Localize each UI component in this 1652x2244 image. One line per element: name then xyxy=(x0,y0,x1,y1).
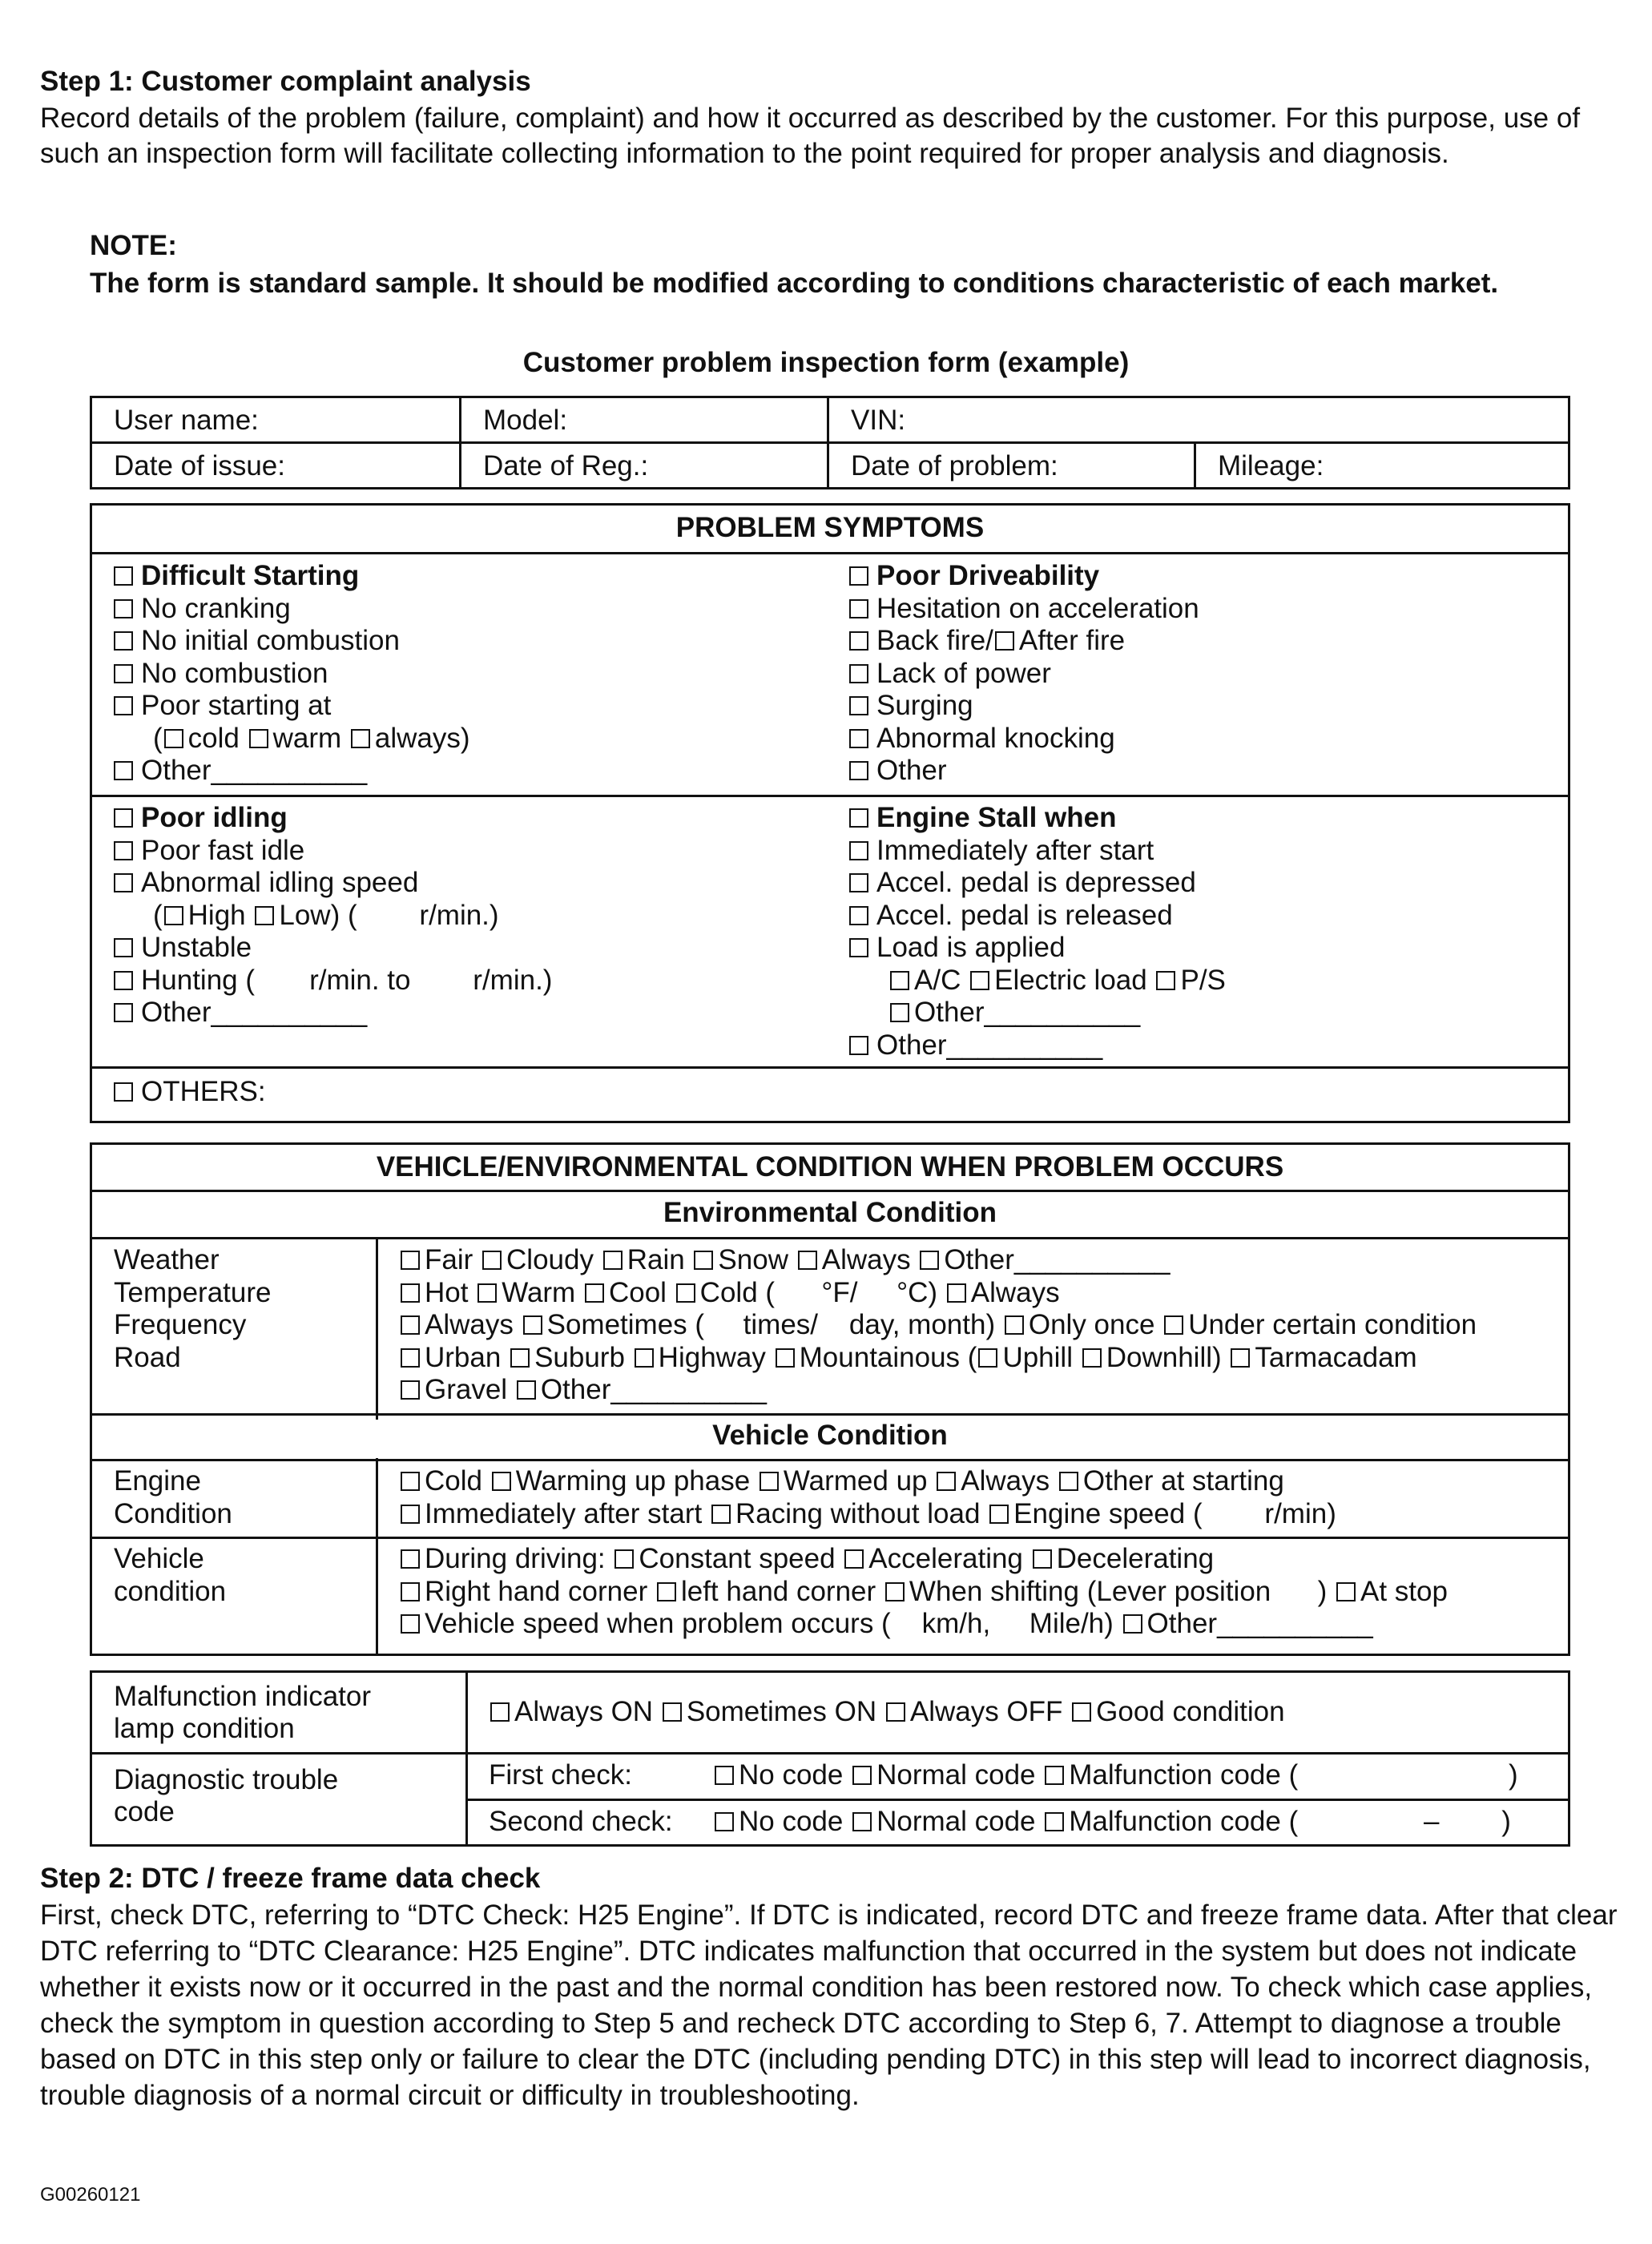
low-label: Low) ( r/min.) xyxy=(279,899,499,931)
option-label: Racing without load xyxy=(735,1497,981,1529)
date-of-issue-field[interactable]: Date of issue: xyxy=(91,443,461,489)
date-of-problem-field[interactable]: Date of problem: xyxy=(828,443,1195,489)
option-label: Accelerating xyxy=(868,1543,1023,1574)
label-line: Malfunction indicator xyxy=(114,1681,371,1712)
problem-symptoms-title: PROBLEM SYMPTOMS xyxy=(675,512,985,543)
checkbox[interactable] xyxy=(114,631,133,651)
date-of-reg-field[interactable]: Date of Reg.: xyxy=(461,443,828,489)
others-label: OTHERS: xyxy=(141,1076,266,1107)
symptom-label: Hesitation on acceleration xyxy=(876,592,1199,624)
always-label: always) xyxy=(374,722,470,754)
checkbox[interactable] xyxy=(114,1003,133,1022)
mil-label xyxy=(114,1681,371,1745)
checkbox[interactable] xyxy=(1005,1315,1024,1335)
poor-idling-checkbox[interactable] xyxy=(114,808,133,828)
second-check-row xyxy=(489,1806,1298,1839)
checkbox[interactable] xyxy=(849,631,868,651)
option-label: Good condition xyxy=(1096,1696,1285,1727)
paren: ( xyxy=(153,899,163,931)
label-line: condition xyxy=(114,1575,227,1607)
checkbox[interactable] xyxy=(114,971,133,990)
checkbox[interactable] xyxy=(849,873,868,892)
low-checkbox[interactable] xyxy=(255,906,274,925)
checkbox[interactable] xyxy=(849,729,868,748)
option-label: Sometimes ON xyxy=(686,1696,877,1727)
option-label: Cold xyxy=(425,1465,482,1497)
option-label: When shifting (Lever position ) xyxy=(909,1575,1328,1607)
checkbox[interactable] xyxy=(114,664,133,683)
divider xyxy=(92,552,1568,554)
option-label: No code xyxy=(739,1759,844,1791)
weather-label: Weather xyxy=(114,1244,220,1275)
poor-driveability-group xyxy=(849,560,1199,788)
option-label: Always xyxy=(961,1465,1050,1497)
problem-symptoms-section xyxy=(90,503,1570,1123)
road-label: Road xyxy=(114,1341,181,1373)
option-label: Other__________ xyxy=(944,1244,1171,1275)
environment-labels xyxy=(114,1244,271,1374)
checkbox[interactable] xyxy=(760,1472,779,1491)
ps-checkbox[interactable] xyxy=(1156,971,1175,990)
option-label: Downhill) xyxy=(1106,1341,1222,1373)
checkbox[interactable] xyxy=(978,1348,997,1368)
option-label: Hot xyxy=(425,1276,469,1308)
divider xyxy=(92,1459,1568,1461)
symptom-label: No combustion xyxy=(141,657,328,689)
road-options xyxy=(399,1342,1477,1375)
vehicle-environment-section xyxy=(90,1142,1570,1656)
electric-load-label: Electric load xyxy=(994,964,1147,996)
checkbox[interactable] xyxy=(989,1505,1009,1524)
cold-label: cold xyxy=(187,722,240,754)
checkbox[interactable] xyxy=(114,873,133,892)
checkbox[interactable] xyxy=(585,1283,604,1303)
symptom-label: Load is applied xyxy=(876,932,1066,963)
checkbox[interactable] xyxy=(482,1251,502,1270)
option-label: Warm xyxy=(502,1276,576,1308)
checkbox[interactable] xyxy=(694,1251,713,1270)
checkbox[interactable] xyxy=(510,1348,530,1368)
checkbox[interactable] xyxy=(852,1812,872,1831)
symptom-label: After fire xyxy=(1018,625,1126,656)
checkbox[interactable] xyxy=(886,1702,905,1722)
checkbox[interactable] xyxy=(849,761,868,780)
checkbox[interactable] xyxy=(477,1283,497,1303)
divider xyxy=(92,1752,1568,1755)
warm-label: warm xyxy=(272,722,342,754)
temperature-label: Temperature xyxy=(114,1276,272,1308)
option-label: Cold ( °F/ °C) xyxy=(699,1276,938,1308)
poor-idling-heading: Poor idling xyxy=(141,802,288,833)
checkbox[interactable] xyxy=(401,1251,420,1270)
checkbox[interactable] xyxy=(890,1003,909,1022)
option-label: Snow xyxy=(718,1244,788,1275)
checkbox[interactable] xyxy=(885,1582,905,1601)
difficult-starting-group xyxy=(114,560,470,788)
other-label: Other__________ xyxy=(876,1029,1103,1061)
option-label: Sometimes ( times/ day, month) xyxy=(546,1309,996,1340)
checkbox[interactable] xyxy=(1336,1582,1356,1601)
always-checkbox[interactable] xyxy=(351,729,370,748)
label-line: Engine xyxy=(114,1465,201,1497)
difficult-starting-checkbox[interactable] xyxy=(114,566,133,586)
checkbox[interactable] xyxy=(114,761,133,780)
ps-label: P/S xyxy=(1180,964,1226,996)
option-label: Tarmacadam xyxy=(1255,1341,1417,1373)
checkbox[interactable] xyxy=(663,1702,682,1722)
figure-id: G00260121 xyxy=(40,2184,141,2206)
environmental-condition-title: Environmental Condition xyxy=(663,1197,997,1228)
divider xyxy=(92,1066,1568,1069)
checkbox[interactable] xyxy=(401,1348,420,1368)
checkbox[interactable] xyxy=(920,1251,939,1270)
divider xyxy=(92,1190,1568,1192)
checkbox[interactable] xyxy=(1059,1472,1078,1491)
checkbox[interactable] xyxy=(401,1472,420,1491)
option-label: left hand corner xyxy=(680,1575,876,1607)
checkbox[interactable] xyxy=(1033,1549,1052,1569)
checkbox[interactable] xyxy=(603,1251,623,1270)
first-check-row xyxy=(489,1759,1298,1792)
step1-heading: Step 1: Customer complaint analysis xyxy=(40,66,531,97)
poor-driveability-heading: Poor Driveability xyxy=(876,560,1100,591)
checkbox[interactable] xyxy=(401,1315,420,1335)
checkbox[interactable] xyxy=(401,1505,420,1524)
dtc-label xyxy=(114,1764,338,1828)
checkbox[interactable] xyxy=(523,1315,542,1335)
checkbox[interactable] xyxy=(849,841,868,860)
engine-stall-checkbox[interactable] xyxy=(849,808,868,828)
option-label: Other at starting xyxy=(1082,1465,1284,1497)
warm-checkbox[interactable] xyxy=(249,729,268,748)
checkbox[interactable] xyxy=(849,664,868,683)
option-label: Always xyxy=(425,1309,514,1340)
mil-options xyxy=(489,1696,1285,1729)
option-label: Other__________ xyxy=(1146,1608,1373,1639)
checkbox[interactable] xyxy=(614,1549,634,1569)
symptom-label: Immediately after start xyxy=(876,834,1154,866)
poor-driveability-checkbox[interactable] xyxy=(849,566,868,586)
ac-label: A/C xyxy=(914,964,961,996)
option-label: Highway xyxy=(658,1341,766,1373)
checkbox[interactable] xyxy=(849,1036,868,1055)
symptom-label: Abnormal idling speed xyxy=(141,867,419,898)
option-label: Fair xyxy=(425,1244,473,1275)
option-label: Always xyxy=(821,1244,911,1275)
option-label: Always ON xyxy=(514,1696,654,1727)
option-label: Uphill xyxy=(1002,1341,1073,1373)
frequency-options xyxy=(399,1309,1477,1342)
checkbox[interactable] xyxy=(517,1380,536,1400)
ac-checkbox[interactable] xyxy=(890,971,909,990)
high-checkbox[interactable] xyxy=(164,906,183,925)
step1-body: Record details of the problem (failure, complaint) and how it occurred as described by the customer. For this purpose, use of such an inspection form will facilitate collecting information to the point required for proper analysis and diagnosis. xyxy=(40,103,1581,169)
option-label: Warming up phase xyxy=(515,1465,751,1497)
option-label: Normal code xyxy=(876,1806,1036,1837)
option-label: Constant speed xyxy=(639,1543,836,1574)
option-label: No code xyxy=(739,1806,844,1837)
checkbox[interactable] xyxy=(1231,1348,1250,1368)
checkbox[interactable] xyxy=(635,1348,654,1368)
checkbox[interactable] xyxy=(492,1472,511,1491)
option-label: Suburb xyxy=(534,1341,625,1373)
checkbox[interactable] xyxy=(401,1283,420,1303)
checkbox[interactable] xyxy=(1082,1348,1102,1368)
option-label: Under certain condition xyxy=(1188,1309,1477,1340)
checkbox[interactable] xyxy=(715,1766,734,1785)
label-line: lamp condition xyxy=(114,1713,295,1744)
model-field[interactable]: Model: xyxy=(461,397,828,443)
checkbox[interactable] xyxy=(676,1283,695,1303)
poor-idling-group xyxy=(114,802,552,1029)
difficult-starting-heading: Difficult Starting xyxy=(141,560,360,591)
cold-checkbox[interactable] xyxy=(164,729,183,748)
divider xyxy=(92,1237,1568,1239)
checkbox[interactable] xyxy=(114,938,133,957)
symptom-label: Back fire/ xyxy=(876,625,993,656)
checkbox[interactable] xyxy=(401,1549,420,1569)
checkbox[interactable] xyxy=(1123,1614,1142,1634)
paren: ( xyxy=(153,722,163,754)
option-label: Warmed up xyxy=(783,1465,928,1497)
checkbox[interactable] xyxy=(849,938,868,957)
engine-stall-heading: Engine Stall when xyxy=(876,802,1117,833)
checkbox[interactable] xyxy=(114,599,133,618)
frequency-label: Frequency xyxy=(114,1309,247,1340)
option-label: During driving: xyxy=(425,1543,606,1574)
option-label: Mountainous ( xyxy=(799,1341,977,1373)
label-line: Condition xyxy=(114,1497,232,1529)
weather-options xyxy=(399,1244,1477,1277)
checkbox[interactable] xyxy=(849,599,868,618)
checkbox[interactable] xyxy=(995,631,1014,651)
symptom-label: Other xyxy=(876,755,947,786)
checkbox[interactable] xyxy=(1045,1766,1064,1785)
other-label: Other__________ xyxy=(141,997,368,1028)
vehicle-environment-title: VEHICLE/ENVIRONMENTAL CONDITION WHEN PROBLEM OCCURS xyxy=(376,1151,1284,1182)
step2-body: First, check DTC, referring to “DTC Check: H25 Engine”. If DTC is indicated, record DTC and freeze frame data. After that clear DTC referring to “DTC Clearance: H25 Engine”. DTC indicates malfunction that occurred in the system but does not indicate whether it exists now or it occurred in the past and the normal condition has been restored now. To check which case applies, check the symptom in question according to Step 5 and recheck DTC according to Step 6, 7. Attempt to diagnose a trouble based on DTC in this step only or failure to clear the DTC (including pending DTC) in this step will lead to incorrect diagnosis, trouble diagnosis of a normal circuit or difficulty in troubleshooting. xyxy=(40,1900,1618,2111)
vehicle-condition-options xyxy=(399,1543,1448,1641)
engine-condition-options xyxy=(399,1465,1336,1530)
label-line: Vehicle xyxy=(114,1543,204,1574)
other-label: Other__________ xyxy=(914,997,1141,1028)
form-title: Customer problem inspection form (example) xyxy=(522,347,1130,378)
checkbox[interactable] xyxy=(657,1582,676,1601)
engine-stall-group xyxy=(849,802,1226,1062)
option-label: Vehicle speed when problem occurs ( km/h, Mile/h) xyxy=(425,1608,1114,1639)
checkbox[interactable] xyxy=(852,1766,872,1785)
mil-dtc-section xyxy=(90,1670,1570,1847)
checkbox[interactable] xyxy=(114,696,133,715)
option-label: Decelerating xyxy=(1056,1543,1215,1574)
step2-heading: Step 2: DTC / freeze frame data check xyxy=(40,1863,541,1894)
checkbox[interactable] xyxy=(849,696,868,715)
label-line: code xyxy=(114,1796,175,1827)
checkbox[interactable] xyxy=(1072,1702,1091,1722)
first-check-label: First check: xyxy=(489,1759,632,1791)
option-label: Cloudy xyxy=(506,1244,594,1275)
symptom-label: Poor starting at xyxy=(141,690,332,721)
checkbox[interactable] xyxy=(401,1582,420,1601)
option-label: Normal code xyxy=(876,1759,1036,1791)
checkbox[interactable] xyxy=(715,1812,734,1831)
checkbox[interactable] xyxy=(401,1614,420,1634)
label-line: Diagnostic trouble xyxy=(114,1764,339,1795)
option-label: Rain xyxy=(627,1244,685,1275)
option-label: Cool xyxy=(608,1276,667,1308)
option-label: Immediately after start xyxy=(425,1497,703,1529)
option-label: Other__________ xyxy=(540,1374,768,1405)
checkbox[interactable] xyxy=(490,1702,510,1722)
checkbox[interactable] xyxy=(849,906,868,925)
high-label: High xyxy=(187,899,246,931)
vehicle-condition-label xyxy=(114,1543,226,1608)
checkbox[interactable] xyxy=(114,841,133,860)
checkbox[interactable] xyxy=(937,1472,956,1491)
symptom-label: Poor fast idle xyxy=(141,834,305,866)
checkbox[interactable] xyxy=(776,1348,795,1368)
checkbox[interactable] xyxy=(1045,1812,1064,1831)
option-label: Malfunction code ( xyxy=(1069,1806,1299,1837)
other-label: Other__________ xyxy=(141,755,368,786)
symptom-label: Surging xyxy=(876,690,973,721)
option-label: Gravel xyxy=(425,1374,508,1405)
divider xyxy=(92,1413,1568,1416)
option-label: Only once xyxy=(1028,1309,1155,1340)
symptom-label: Unstable xyxy=(141,932,252,963)
option-label: Right hand corner xyxy=(425,1575,648,1607)
note-body: The form is standard sample. It should be modified according to conditions characteristic of each market. xyxy=(90,268,1499,299)
symptom-label: Abnormal knocking xyxy=(876,722,1115,754)
symptom-label: No initial combustion xyxy=(141,625,400,656)
option-label: Always xyxy=(970,1276,1060,1308)
divider xyxy=(465,1799,1568,1801)
checkbox[interactable] xyxy=(798,1251,817,1270)
engine-condition-label xyxy=(114,1465,232,1530)
checkbox[interactable] xyxy=(844,1549,864,1569)
symptom-label: Accel. pedal is released xyxy=(876,899,1173,931)
others-checkbox[interactable] xyxy=(114,1082,133,1102)
mileage-field[interactable]: Mileage: xyxy=(1195,443,1569,489)
divider xyxy=(92,1537,1568,1539)
second-check-close: – ) xyxy=(1424,1806,1511,1837)
column-divider xyxy=(465,1673,468,1844)
first-check-close: ) xyxy=(1509,1759,1518,1791)
customer-info-table xyxy=(90,396,1570,489)
option-label: Malfunction code ( xyxy=(1069,1759,1299,1791)
checkbox[interactable] xyxy=(1164,1315,1183,1335)
symptom-label: Lack of power xyxy=(876,657,1051,689)
others-row xyxy=(114,1076,266,1109)
option-label: At stop xyxy=(1360,1575,1448,1607)
environment-options xyxy=(399,1244,1477,1407)
symptom-label: Accel. pedal is depressed xyxy=(876,867,1196,898)
vin-field[interactable]: VIN: xyxy=(828,397,1569,443)
second-check-label: Second check: xyxy=(489,1806,673,1837)
user-name-field[interactable]: User name: xyxy=(91,397,461,443)
option-label: Always OFF xyxy=(909,1696,1063,1727)
option-label: Urban xyxy=(425,1341,502,1373)
option-label: Engine speed ( r/min) xyxy=(1013,1497,1336,1529)
checkbox[interactable] xyxy=(711,1505,731,1524)
temperature-options xyxy=(399,1277,1477,1310)
electric-load-checkbox[interactable] xyxy=(970,971,989,990)
checkbox[interactable] xyxy=(947,1283,966,1303)
symptom-label: Hunting ( r/min. to r/min.) xyxy=(141,964,553,996)
divider xyxy=(92,795,1568,797)
road-options-2 xyxy=(399,1374,1477,1407)
vehicle-condition-title: Vehicle Condition xyxy=(92,1420,1568,1458)
note-heading: NOTE: xyxy=(90,230,177,261)
checkbox[interactable] xyxy=(401,1380,420,1400)
symptom-label: No cranking xyxy=(141,592,291,624)
